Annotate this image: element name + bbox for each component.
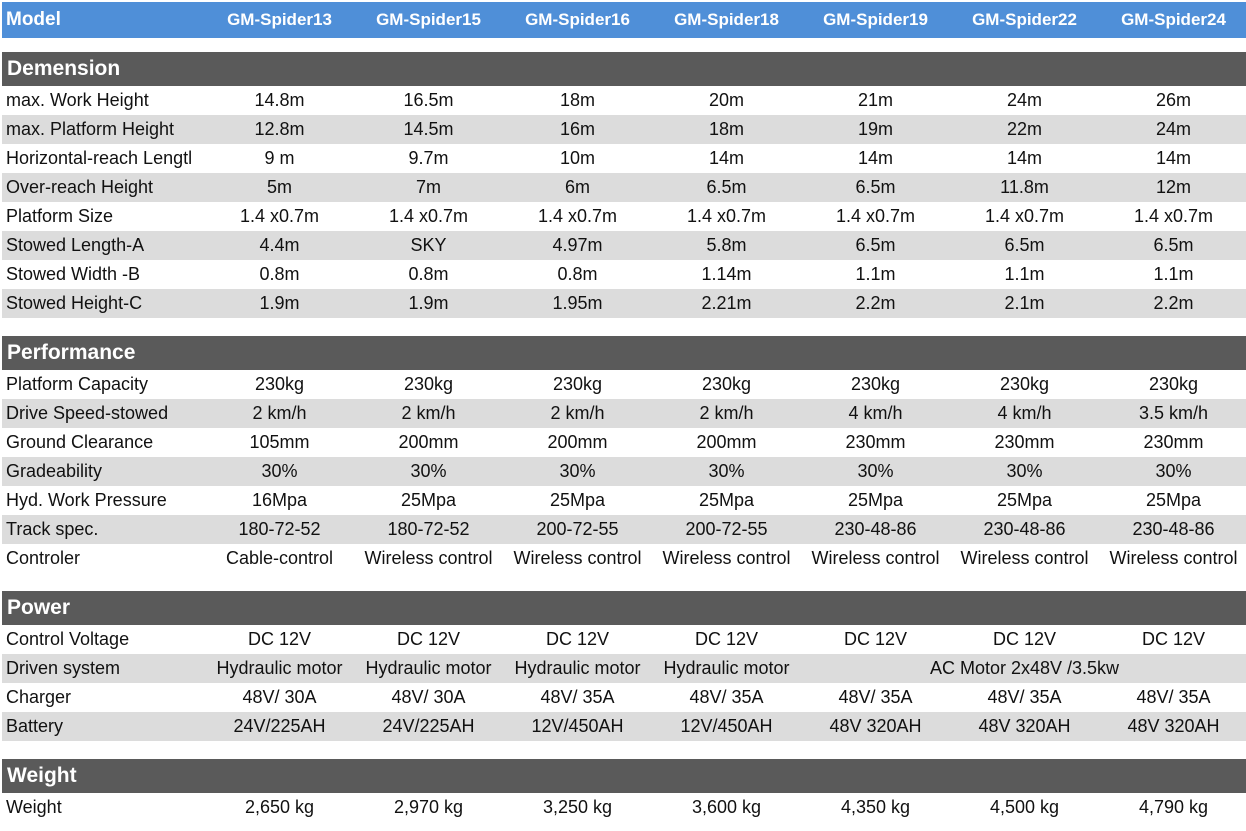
spec-value: 30% xyxy=(801,457,950,486)
spec-row xyxy=(2,486,1246,515)
spec-row-battery xyxy=(2,712,1246,741)
spec-value: 25Mpa xyxy=(1099,486,1246,515)
spec-value: 230kg xyxy=(801,370,950,399)
spec-row xyxy=(2,544,1246,573)
spec-value: 230mm xyxy=(1099,428,1246,457)
spec-value: 3,250 kg xyxy=(503,793,652,822)
spec-value: 2.1m xyxy=(950,289,1099,318)
spec-value: 1.4 x0.7m xyxy=(354,202,503,231)
spec-value: 6.5m xyxy=(652,173,801,202)
spec-value: 5.8m xyxy=(652,231,801,260)
spec-row xyxy=(2,428,1246,457)
spec-value: 12V/450AH xyxy=(652,712,801,741)
spec-row-driven-system xyxy=(2,654,1246,683)
spec-value: 48V/ 35A xyxy=(801,683,950,712)
spec-label: Ground Clearance xyxy=(2,428,205,457)
spec-value: 14.8m xyxy=(205,86,354,115)
spec-value: 230kg xyxy=(354,370,503,399)
section-header-power xyxy=(2,591,1246,625)
spec-row xyxy=(2,173,1246,202)
spec-row-charger xyxy=(2,683,1246,712)
spec-value: 10m xyxy=(503,144,652,173)
spacer xyxy=(2,741,1246,759)
spec-value: 24V/225AH xyxy=(354,712,503,741)
spec-value: 1.4 x0.7m xyxy=(801,202,950,231)
spec-value: SKY xyxy=(354,231,503,260)
spec-row-control-voltage xyxy=(2,625,1246,654)
spec-value: DC 12V xyxy=(205,625,354,654)
spec-value: Wireless control xyxy=(1099,544,1246,573)
spec-value: 1.1m xyxy=(801,260,950,289)
spec-value: 26m xyxy=(1099,86,1246,115)
spec-value: 48V/ 35A xyxy=(950,683,1099,712)
spec-value: 1.4 x0.7m xyxy=(503,202,652,231)
spec-row xyxy=(2,399,1246,428)
spec-value: 0.8m xyxy=(354,260,503,289)
spec-value: 0.8m xyxy=(503,260,652,289)
spec-value: 1.14m xyxy=(652,260,801,289)
spec-value: 24V/225AH xyxy=(205,712,354,741)
spec-value: 2 km/h xyxy=(354,399,503,428)
spec-value: 200mm xyxy=(354,428,503,457)
spec-value: 230kg xyxy=(205,370,354,399)
spec-row xyxy=(2,457,1246,486)
spec-row xyxy=(2,515,1246,544)
spec-value: 2.2m xyxy=(801,289,950,318)
model-name: GM-Spider19 xyxy=(801,2,950,38)
spec-value: 12V/450AH xyxy=(503,712,652,741)
spec-value: 5m xyxy=(205,173,354,202)
spec-value: 0.8m xyxy=(205,260,354,289)
spec-value: DC 12V xyxy=(801,625,950,654)
spec-label: Over-reach Height xyxy=(2,173,205,202)
spec-value: 6.5m xyxy=(1099,231,1246,260)
section-title: Power xyxy=(2,591,1246,625)
spec-value: 30% xyxy=(1099,457,1246,486)
spec-label: Control Voltage xyxy=(2,625,205,654)
spec-value: 230kg xyxy=(1099,370,1246,399)
model-name: GM-Spider18 xyxy=(652,2,801,38)
spec-row xyxy=(2,86,1246,115)
spec-label: Weight xyxy=(2,793,205,822)
spec-value: 6.5m xyxy=(801,173,950,202)
spec-value: 230kg xyxy=(503,370,652,399)
spec-value: 24m xyxy=(950,86,1099,115)
spec-label: Stowed Height-C xyxy=(2,289,205,318)
spec-value: 4,500 kg xyxy=(950,793,1099,822)
spec-row xyxy=(2,202,1246,231)
spec-value: 14m xyxy=(652,144,801,173)
spec-value: 30% xyxy=(950,457,1099,486)
spec-value: 48V 320AH xyxy=(950,712,1099,741)
section-title: Weight xyxy=(2,759,1246,793)
spec-value: 24m xyxy=(1099,115,1246,144)
spec-value: 48V 320AH xyxy=(801,712,950,741)
spec-value: 1.95m xyxy=(503,289,652,318)
spec-value: 1.4 x0.7m xyxy=(652,202,801,231)
spec-value: 2 km/h xyxy=(503,399,652,428)
spec-value: 4,350 kg xyxy=(801,793,950,822)
model-name: GM-Spider22 xyxy=(950,2,1099,38)
spec-value: 4,790 kg xyxy=(1099,793,1246,822)
spec-value: 2 km/h xyxy=(205,399,354,428)
spec-value: 200-72-55 xyxy=(503,515,652,544)
spec-value: 30% xyxy=(652,457,801,486)
spec-value: 18m xyxy=(503,86,652,115)
spec-value: 48V/ 30A xyxy=(205,683,354,712)
spec-value: 2 km/h xyxy=(652,399,801,428)
spec-row xyxy=(2,289,1246,318)
section-header-dimension xyxy=(2,52,1246,86)
spec-value: 1.9m xyxy=(205,289,354,318)
spec-label: Stowed Length-A xyxy=(2,231,205,260)
spec-value: Hydraulic motor xyxy=(205,654,354,683)
spec-value: 1.1m xyxy=(1099,260,1246,289)
spec-value: 6m xyxy=(503,173,652,202)
spec-value: Wireless control xyxy=(950,544,1099,573)
model-name: GM-Spider13 xyxy=(205,2,354,38)
spec-value: 105mm xyxy=(205,428,354,457)
spec-value-merged: AC Motor 2x48V /3.5kw xyxy=(801,654,1246,683)
spec-value: 3.5 km/h xyxy=(1099,399,1246,428)
model-name: GM-Spider16 xyxy=(503,2,652,38)
spec-value: 1.4 x0.7m xyxy=(950,202,1099,231)
spec-value: Wireless control xyxy=(652,544,801,573)
spec-value: 4.4m xyxy=(205,231,354,260)
spec-value: Wireless control xyxy=(801,544,950,573)
spec-row xyxy=(2,260,1246,289)
spec-value: 16m xyxy=(503,115,652,144)
section-header-weight xyxy=(2,759,1246,793)
spec-value: 48V/ 35A xyxy=(652,683,801,712)
section-title: Demension xyxy=(2,52,1246,86)
spec-value: 3,600 kg xyxy=(652,793,801,822)
spec-value: 14m xyxy=(801,144,950,173)
spec-value: Hydraulic motor xyxy=(354,654,503,683)
spec-label: max. Work Height xyxy=(2,86,205,115)
spec-row xyxy=(2,231,1246,260)
spec-value: 2,970 kg xyxy=(354,793,503,822)
spec-value: 1.4 x0.7m xyxy=(1099,202,1246,231)
spec-value: 22m xyxy=(950,115,1099,144)
spec-value: 230mm xyxy=(801,428,950,457)
spec-value: Wireless control xyxy=(354,544,503,573)
model-name: GM-Spider24 xyxy=(1099,2,1246,38)
spec-value: 2,650 kg xyxy=(205,793,354,822)
spacer xyxy=(2,318,1246,336)
spec-label: Battery xyxy=(2,712,205,741)
spec-value: 25Mpa xyxy=(652,486,801,515)
spec-value: Cable-control xyxy=(205,544,354,573)
spec-value: 16Mpa xyxy=(205,486,354,515)
spec-label: Track spec. xyxy=(2,515,205,544)
spec-value: Wireless control xyxy=(503,544,652,573)
spec-value: 2.21m xyxy=(652,289,801,318)
spec-value: Hydraulic motor xyxy=(652,654,801,683)
model-header-row xyxy=(2,2,1246,38)
spec-value: 230-48-86 xyxy=(1099,515,1246,544)
spec-value: 19m xyxy=(801,115,950,144)
spec-value: 20m xyxy=(652,86,801,115)
model-name: GM-Spider15 xyxy=(354,2,503,38)
spec-value: 7m xyxy=(354,173,503,202)
spec-value: 30% xyxy=(503,457,652,486)
spec-row-weight xyxy=(2,793,1246,822)
spec-value: 16.5m xyxy=(354,86,503,115)
spec-value: 1.4 x0.7m xyxy=(205,202,354,231)
spec-value: 1.9m xyxy=(354,289,503,318)
spec-value: 200-72-55 xyxy=(652,515,801,544)
spec-value: 48V/ 35A xyxy=(1099,683,1246,712)
spec-value: 200mm xyxy=(503,428,652,457)
spec-value: 180-72-52 xyxy=(354,515,503,544)
spec-value: 14m xyxy=(1099,144,1246,173)
spec-value: 180-72-52 xyxy=(205,515,354,544)
spec-value: 230-48-86 xyxy=(801,515,950,544)
spec-row xyxy=(2,144,1246,173)
spec-value: 48V/ 35A xyxy=(503,683,652,712)
spec-value: 25Mpa xyxy=(354,486,503,515)
spec-label: Driven system xyxy=(2,654,205,683)
spec-label: Drive Speed-stowed xyxy=(2,399,205,428)
spec-value: 21m xyxy=(801,86,950,115)
spec-value: 14m xyxy=(950,144,1099,173)
spec-value: Hydraulic motor xyxy=(503,654,652,683)
spec-value: 230-48-86 xyxy=(950,515,1099,544)
spec-label: Platform Capacity xyxy=(2,370,205,399)
spec-value: 11.8m xyxy=(950,173,1099,202)
spec-value: DC 12V xyxy=(503,625,652,654)
spacer xyxy=(2,573,1246,591)
spec-row xyxy=(2,370,1246,399)
spec-value: 6.5m xyxy=(801,231,950,260)
spec-value: 25Mpa xyxy=(801,486,950,515)
spec-value: DC 12V xyxy=(1099,625,1246,654)
spec-value: DC 12V xyxy=(652,625,801,654)
spec-label: Charger xyxy=(2,683,205,712)
spec-value: 1.1m xyxy=(950,260,1099,289)
spec-label: Horizontal-reach Lengtl xyxy=(2,144,205,173)
spec-value: 48V 320AH xyxy=(1099,712,1246,741)
spec-label: max. Platform Height xyxy=(2,115,205,144)
spacer xyxy=(2,38,1246,52)
spec-label: Controler xyxy=(2,544,205,573)
spec-value: 18m xyxy=(652,115,801,144)
spec-value: 230kg xyxy=(950,370,1099,399)
spec-value: 12m xyxy=(1099,173,1246,202)
spec-value: 200mm xyxy=(652,428,801,457)
spec-value: 25Mpa xyxy=(503,486,652,515)
spec-value: 6.5m xyxy=(950,231,1099,260)
spec-row xyxy=(2,115,1246,144)
spec-value: DC 12V xyxy=(354,625,503,654)
spec-value: 30% xyxy=(354,457,503,486)
model-header-label: Model xyxy=(2,2,205,38)
section-header-performance xyxy=(2,336,1246,370)
spec-table xyxy=(2,2,1246,822)
spec-label: Stowed Width -B xyxy=(2,260,205,289)
spec-label: Gradeability xyxy=(2,457,205,486)
spec-value: 25Mpa xyxy=(950,486,1099,515)
spec-label: Platform Size xyxy=(2,202,205,231)
section-title: Performance xyxy=(2,336,1246,370)
spec-value: 4.97m xyxy=(503,231,652,260)
spec-value: 12.8m xyxy=(205,115,354,144)
spec-value: 4 km/h xyxy=(801,399,950,428)
spec-value: 14.5m xyxy=(354,115,503,144)
spec-value: 9.7m xyxy=(354,144,503,173)
spec-value: 4 km/h xyxy=(950,399,1099,428)
spec-value: DC 12V xyxy=(950,625,1099,654)
spec-value: 230kg xyxy=(652,370,801,399)
spec-value: 48V/ 30A xyxy=(354,683,503,712)
spec-value: 2.2m xyxy=(1099,289,1246,318)
spec-value: 9 m xyxy=(205,144,354,173)
spec-value: 230mm xyxy=(950,428,1099,457)
spec-value: 30% xyxy=(205,457,354,486)
spec-label: Hyd. Work Pressure xyxy=(2,486,205,515)
